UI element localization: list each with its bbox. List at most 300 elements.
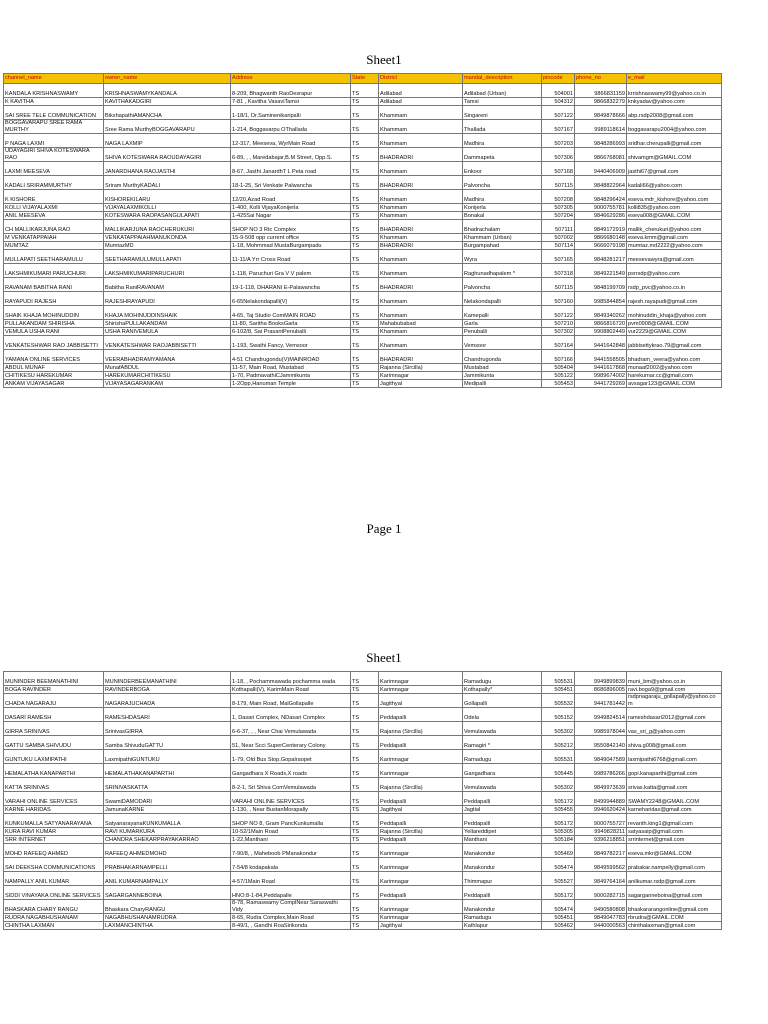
table-row — [4, 764, 722, 778]
table-cell: 9441781442 — [575, 694, 627, 708]
table-cell: PULLAKANDAM SHIRISHA — [4, 320, 104, 328]
table-cell: mohinuddin_khaja@yahoo.com — [627, 306, 722, 320]
table-cell: munaaf2002@yahoo.com — [627, 364, 722, 372]
table-cell: TS — [351, 148, 379, 162]
sheet-title: Sheet1 — [366, 650, 402, 665]
table-cell: 9849340262 — [575, 306, 627, 320]
table-cell: 6-102/8, Sai PrasantPenuballi — [231, 328, 351, 336]
table-cell: RAVI KUMARKURA — [104, 828, 231, 836]
table-row — [4, 886, 722, 900]
table-cell: 505212 — [542, 736, 575, 750]
table-cell: Manthani — [463, 836, 542, 844]
sheet-title: Sheet1 — [366, 52, 402, 67]
table-row — [4, 708, 722, 722]
table-cell: 9000755727 — [575, 814, 627, 828]
table-cell: 7-54/8 kodapakala — [231, 858, 351, 872]
table-cell: 505305 — [542, 828, 575, 836]
table-row — [4, 176, 722, 190]
table-cell: Dammapeta — [463, 148, 542, 162]
table-cell: TS — [351, 364, 379, 372]
table-cell: 18-1-25, Sri Venkate Palwancha — [231, 176, 351, 190]
table-cell: VIJAYASAGARANKAM — [104, 380, 231, 388]
table-cell: Jagithyal — [379, 694, 463, 708]
table-cell: Khammam — [379, 120, 463, 134]
table-cell: 9849764164 — [575, 872, 627, 886]
table-cell: TS — [351, 806, 379, 814]
table-cell: TS — [351, 84, 379, 98]
table-cell: 1-22,Manthani — [231, 836, 351, 844]
table-cell: Odela — [463, 708, 542, 722]
table-row — [4, 234, 722, 242]
table-cell: 507160 — [542, 292, 575, 306]
table-cell: Samba ShivuduGATTU — [104, 736, 231, 750]
table-cell: TS — [351, 120, 379, 134]
table-cell: KISHOREKILARU — [104, 190, 231, 204]
table-cell: 505172 — [542, 814, 575, 828]
table-cell: 8499944889 — [575, 792, 627, 806]
table-cell: Tamsi — [463, 98, 542, 106]
table-cell: 11-57, Main Road, Mustabad — [231, 364, 351, 372]
table-row — [4, 672, 722, 686]
table-cell: eseva.mdr_kishore@yahoo.com — [627, 190, 722, 204]
table-cell: HEMALATHA KANAPARTHI — [4, 764, 104, 778]
table-row — [4, 872, 722, 886]
table-cell: karneharidas@gmail.com — [627, 806, 722, 814]
table-cell: 9848296424 — [575, 190, 627, 204]
table-cell: TS — [351, 212, 379, 220]
table-cell: srivas.katta@gmail.com — [627, 778, 722, 792]
table-cell: jabbisettykrao.79@gmail.com — [627, 336, 722, 350]
table-cell: ANIL MEESEVA — [4, 212, 104, 220]
table-cell: avsagar123@GMAIL.COM — [627, 380, 722, 388]
table-cell: VARAHI ONLINE SERVICES — [4, 792, 104, 806]
table-cell: 9846629286 — [575, 212, 627, 220]
table-cell: 9849599562 — [575, 858, 627, 872]
table-cell: Penuballi — [463, 328, 542, 336]
table-cell: Peddapalli — [379, 886, 463, 900]
table-cell: MALLIKARJUNA RAOCHERUKURI — [104, 220, 231, 234]
table-cell: NAGABHUSHANAMRUDRA — [104, 914, 231, 922]
table-row — [4, 120, 722, 134]
table-cell: RAYAPUDI RAJESH — [4, 292, 104, 306]
table-cell: Karimnagar — [379, 872, 463, 886]
table-cell: 9000755781 — [575, 204, 627, 212]
table-cell: 505532 — [542, 694, 575, 708]
table-cell: Peddapalli — [379, 708, 463, 722]
table-cell: abp.rsdp2008@gmail.com — [627, 106, 722, 120]
table-cell: harekumar.cc@gmail.com — [627, 372, 722, 380]
table-cell: VEERABHADRAMYAMANA — [104, 350, 231, 364]
table-cell: 507167 — [542, 120, 575, 134]
table-cell: Karimnagar — [379, 764, 463, 778]
table-cell: UDAYAGIRI SHIVA KOTESWARA RAO — [4, 148, 104, 162]
table-row — [4, 250, 722, 264]
table-cell: 1-214, Boggavarpu OThallada — [231, 120, 351, 134]
table-cell: Gangadhara X Roads,X roads — [231, 764, 351, 778]
table-cell: 9985844854 — [575, 292, 627, 306]
table-cell: TS — [351, 264, 379, 278]
table-cell: SatyanarayanaKUNKUMALLA — [104, 814, 231, 828]
table-cell: rsdpnagaraju_gollapally@yahoo.com — [627, 694, 722, 708]
sheet-page-2 — [0, 620, 768, 1024]
table-cell: 11-11/A Yrr Cross Road — [231, 250, 351, 264]
table-cell: PRABHAKARNAMPELLI — [104, 858, 231, 872]
table-cell: TS — [351, 764, 379, 778]
table-cell: vur2229@GMAIL.COM — [627, 328, 722, 336]
table-cell: sridhar.cherupalli@gmail.com — [627, 134, 722, 148]
table-cell: Singareni — [463, 106, 542, 120]
table-cell: MUNINDER BEEMANATHINI — [4, 672, 104, 686]
table-cell: RUDRA NAGABHUSHANAM — [4, 914, 104, 922]
table-cell: Khammam — [379, 250, 463, 264]
table-cell: 1, Dasari Complex, NDasari Complex — [231, 708, 351, 722]
table-cell: KUNKUMALLA SATYANARAYANA — [4, 814, 104, 828]
table-cell: VARAHI ONLINE SERVICES — [231, 792, 351, 806]
table-cell: 504001 — [542, 84, 575, 98]
table-cell: CHADA NAGARAJU — [4, 694, 104, 708]
table-cell: ABDUL MUNAF — [4, 364, 104, 372]
table-cell: 507208 — [542, 190, 575, 204]
table-cell: 12/20,Azad Road — [231, 190, 351, 204]
table-cell: eseva.kmm@gmail.com — [627, 234, 722, 242]
table-row — [4, 292, 722, 306]
table-cell: Rajanna (Sircilla) — [379, 722, 463, 736]
table-cell: SWAMY2248@GMAIL.COM — [627, 792, 722, 806]
table-cell: eseva.mkr@GMAIL.COM — [627, 844, 722, 858]
table-cell: RAVANAM BABITHA RANI — [4, 278, 104, 292]
table-cell: TS — [351, 336, 379, 350]
table-cell: TS — [351, 722, 379, 736]
table-cell: Jagithyal — [379, 380, 463, 388]
table-cell: 1-130, , Near BustanMorapally — [231, 806, 351, 814]
table-cell: 9849047783 — [575, 914, 627, 922]
table-cell: Thallada — [463, 120, 542, 134]
table-cell: BOGA RAVINDER — [4, 686, 104, 694]
table-row — [4, 686, 722, 694]
table-cell: JANARDHANA RAOJASTHI — [104, 162, 231, 176]
table-cell: TS — [351, 672, 379, 686]
table-cell: 507305 — [542, 204, 575, 212]
table-cell: Chandrugonda — [463, 350, 542, 364]
table-cell: TS — [351, 278, 379, 292]
table-cell: 9848286993 — [575, 134, 627, 148]
table-cell: HAREKUMARCHITIKESU — [104, 372, 231, 380]
table-cell: Rajanna (Sircilla) — [379, 778, 463, 792]
table-cell: prabakar.nampelly@gmail.com — [627, 858, 722, 872]
table-cell: KOTESWARA RAOPASANGULAPATI — [104, 212, 231, 220]
table-cell: 507203 — [542, 134, 575, 148]
table-cell: HNO:8-1-84,Peddapalle — [231, 886, 351, 900]
table-cell: Peddapalli — [379, 736, 463, 750]
table-cell: vas_sri_g@yahoo.com — [627, 722, 722, 736]
table-cell: SHOP NO 8, Gram PancKunkumalla — [231, 814, 351, 828]
table-cell: 9440000563 — [575, 922, 627, 930]
table-cell: Peddapalli — [463, 886, 542, 900]
table-cell: Jagithyal — [379, 922, 463, 930]
table-cell: TS — [351, 204, 379, 212]
table-cell: 507302 — [542, 328, 575, 336]
table-cell: Manakondur — [463, 900, 542, 914]
table-cell: KAVITHAKADGIRI — [104, 98, 231, 106]
table-cell: LAKSHMIKUMARIPARUCHURI — [104, 264, 231, 278]
table-cell: Gangadhara — [463, 764, 542, 778]
table-cell: SRINIVASKATTA — [104, 778, 231, 792]
table-cell: 9949828211 — [575, 828, 627, 836]
table-cell: GUNTUKU LAXMIPATHI — [4, 750, 104, 764]
table-cell: SHOP NO 3 Rtc Complex — [231, 220, 351, 234]
table-cell: TS — [351, 828, 379, 836]
table-cell: 9849221549 — [575, 264, 627, 278]
table-cell: 505474 — [542, 900, 575, 914]
table-cell: TS — [351, 886, 379, 900]
table-cell: jasthi67@gmail.com — [627, 162, 722, 176]
table-cell: BHADRADRI — [379, 220, 463, 234]
table-cell: 9396218851 — [575, 836, 627, 844]
table-cell: KHAJA MOHINUDDINSHAIK — [104, 306, 231, 320]
table-cell: 9848822964 — [575, 176, 627, 190]
table-cell: Wyra — [463, 250, 542, 264]
table-cell: 1-2Opp,Hanuman Temple — [231, 380, 351, 388]
table-cell: rsdp_pvc@yahoo.co.in — [627, 278, 722, 292]
table-cell: Kathlapur — [463, 922, 542, 930]
table-cell: 9989674002 — [575, 372, 627, 380]
table-cell: 4-57/1Main Road — [231, 872, 351, 886]
table-cell: 505474 — [542, 858, 575, 872]
table-cell: Khammam — [379, 162, 463, 176]
table-cell: TS — [351, 814, 379, 828]
table-cell: 8686896005 — [575, 686, 627, 694]
table-cell: SAI SREE TELE COMMUNICATION — [4, 106, 104, 120]
table-cell: Bhaskara CharyRANGU — [104, 900, 231, 914]
table-row — [4, 336, 722, 350]
table-cell: TS — [351, 708, 379, 722]
table-row — [4, 320, 722, 328]
table-cell: 507115 — [542, 176, 575, 190]
table-cell: 505184 — [542, 836, 575, 844]
table-cell: 15-9-508 opp current office — [231, 234, 351, 242]
table-cell: 505445 — [542, 764, 575, 778]
table-cell: 8-78, Ramaswamy ComplNear Saraswathi Vidy — [231, 900, 351, 914]
table-cell: VENKATAPPAIAHMANUKONDA — [104, 234, 231, 242]
table-cell: 12-317, Meeseva, WyrMain Road — [231, 134, 351, 148]
table-row — [4, 750, 722, 764]
table-row — [4, 148, 722, 162]
table-cell: KARNE HARIDAS — [4, 806, 104, 814]
table-cell: 505172 — [542, 886, 575, 900]
table-cell: BHADRADRI — [379, 148, 463, 162]
table-row — [4, 264, 722, 278]
table-row — [4, 844, 722, 858]
table-cell: LAKSHMIKUMARI PARUCHURI — [4, 264, 104, 278]
table-cell: Peddapalli — [463, 792, 542, 806]
table-cell: Adilabad (Urban) — [463, 84, 542, 98]
table-cell: VENKATESHWAR RAO JABBISETTI — [4, 336, 104, 350]
table-cell: VIJAYALAXMIKOLLI — [104, 204, 231, 212]
table-cell: 6-89, , , Maredabajar,B.M Street, Opp.S. — [231, 148, 351, 162]
table-cell: boggavarapu2004@yahoo.com — [627, 120, 722, 134]
column-header: Address — [231, 74, 351, 84]
table-cell: 9866831159 — [575, 84, 627, 98]
table-cell: 9666079198 — [575, 242, 627, 250]
table-cell: VEMULA USHA RANI — [4, 328, 104, 336]
table-cell: Bonakal — [463, 212, 542, 220]
table-cell: 507115 — [542, 278, 575, 292]
table-cell: 505302 — [542, 722, 575, 736]
table-cell: Vemulawada — [463, 778, 542, 792]
column-header: channel_name — [4, 74, 104, 84]
table-row — [4, 778, 722, 792]
table-cell: TS — [351, 750, 379, 764]
table-row — [4, 736, 722, 750]
table-cell: Peddapalli — [379, 792, 463, 806]
table-cell: MunafABDUL — [104, 364, 231, 372]
table-cell: mallik_cherukuri@yahoo.com — [627, 220, 722, 234]
table-cell: 4-65, Taj Studio ComMAIN ROAD — [231, 306, 351, 320]
table-cell: Khammam — [379, 306, 463, 320]
table-cell: DASARI RAMESH — [4, 708, 104, 722]
table-cell: 507164 — [542, 336, 575, 350]
table-cell: 9946620424 — [575, 806, 627, 814]
table-cell: rbrudra@GMAIL.COM — [627, 914, 722, 922]
table-cell: Khammam — [379, 328, 463, 336]
table-cell: 1-118, Paruchuri Gra V V palem — [231, 264, 351, 278]
table-cell: 10-52/1Main Road — [231, 828, 351, 836]
table-cell: 9441642848 — [575, 336, 627, 350]
table-cell: kolli835@yahoo.com — [627, 204, 722, 212]
table-cell: TS — [351, 836, 379, 844]
table-cell: rajesh.rayapudi@gmail.com — [627, 292, 722, 306]
table-cell: 1-193, Swathi Fancy, Vemsoor — [231, 336, 351, 350]
table-cell: 9949899839 — [575, 672, 627, 686]
table-cell: BHADRADRI — [379, 242, 463, 250]
table-cell: Medipalli — [463, 380, 542, 388]
table-cell: TS — [351, 220, 379, 234]
table-cell: RAJESHRAYAPUDI — [104, 292, 231, 306]
table-cell: BHADRADRI — [379, 350, 463, 364]
table-cell: meesevawyra@gmail.com — [627, 250, 722, 264]
table-cell: KOLLI VIJAYALAXMI — [4, 204, 104, 212]
table-cell: Khammam — [379, 204, 463, 212]
table-cell: TS — [351, 162, 379, 176]
table-cell: 9441558505 — [575, 350, 627, 364]
table-cell: KATTA SRINIVAS — [4, 778, 104, 792]
table-cell: USHA RANIVEMULA — [104, 328, 231, 336]
table-cell: 1-18, Mohmmad MustaBurgampadu — [231, 242, 351, 250]
table-cell: 505531 — [542, 672, 575, 686]
table-cell: BHADRADRI — [379, 278, 463, 292]
table-cell: knkyadav@yahoo.com — [627, 98, 722, 106]
table-cell: 1-400, Kolli VijayaKonijerla — [231, 204, 351, 212]
table-cell: muni_bm@yahoo.co.in — [627, 672, 722, 686]
table-cell: 9866832279 — [575, 98, 627, 106]
table-cell: SHIVA KOTESWARA RAOUDAYAGIRI — [104, 148, 231, 162]
table-cell: Rajanna (Sircilla) — [379, 828, 463, 836]
table-cell: TS — [351, 176, 379, 190]
table-cell: gopi.kanaparthi@gmail.com — [627, 764, 722, 778]
table-cell: Jagithyal — [379, 806, 463, 814]
table-cell: 1-18/1, Dr.SaminenikaripalIi — [231, 106, 351, 120]
table-cell: 507210 — [542, 320, 575, 328]
column-header: State — [351, 74, 379, 84]
table-cell: RAVINDERBOGA — [104, 686, 231, 694]
table-cell: HEMALATHAKANAPARTHI — [104, 764, 231, 778]
table-cell: 51, Near Scci SuperCenterary Colony — [231, 736, 351, 750]
table-cell: 8-2-1, Sri Shiva ComVemulawada — [231, 778, 351, 792]
table-cell: Khammam — [379, 212, 463, 220]
table-cell: 9441729269 — [575, 380, 627, 388]
table-cell: Jammikunta — [463, 372, 542, 380]
column-header: mandal_description — [463, 74, 542, 84]
table-cell: TS — [351, 792, 379, 806]
table-row — [4, 806, 722, 814]
table-cell: 505122 — [542, 372, 575, 380]
table-cell: 505404 — [542, 364, 575, 372]
table-cell: NAGARAJUCHADA — [104, 694, 231, 708]
table-cell: Garla — [463, 320, 542, 328]
table-cell: krrishnaswamy99@yahoo.co.in — [627, 84, 722, 98]
table-cell: K KISHORE — [4, 190, 104, 204]
table-cell: TS — [351, 234, 379, 242]
table-cell: 507168 — [542, 162, 575, 176]
table-cell: TS — [351, 694, 379, 708]
header-row — [4, 74, 722, 84]
table-cell: 504312 — [542, 98, 575, 106]
table-cell: 1-18, , Pochammawada pochamma wada — [231, 672, 351, 686]
table-cell: 9866816720 — [575, 320, 627, 328]
table-row — [4, 836, 722, 844]
table-cell: Karimnagar — [379, 686, 463, 694]
table-cell: BHASKARA CHARY RANGU — [4, 900, 104, 914]
table-cell: Madhira — [463, 134, 542, 148]
table-cell: 507165 — [542, 250, 575, 264]
table-cell: Manakondur — [463, 858, 542, 872]
table-cell: Palvoncha — [463, 176, 542, 190]
table-cell: Ramadugu — [463, 672, 542, 686]
table-row — [4, 914, 722, 922]
table-row — [4, 372, 722, 380]
table-cell: chinthalaxman@gmail.com — [627, 922, 722, 930]
table-cell: CH MALLIKARJUNA RAO — [4, 220, 104, 234]
table-row — [4, 328, 722, 336]
table-cell: Khammam — [379, 264, 463, 278]
table-cell: 507111 — [542, 220, 575, 234]
table-cell: SAI DEEKSHA COMMUNICATIONS — [4, 858, 104, 872]
table-cell: TS — [351, 844, 379, 858]
table-cell: KURA RAVI KUMAR — [4, 828, 104, 836]
table-cell: bhadram_veera@yahoo.com — [627, 350, 722, 364]
table-row — [4, 134, 722, 148]
table-cell: TS — [351, 320, 379, 328]
table-cell: TS — [351, 778, 379, 792]
table-cell: BOGGAVARAPU SREE RAMA MURTHY — [4, 120, 104, 134]
table-cell: ANIL KUMARNAMPALLY — [104, 872, 231, 886]
table-cell: BHADRADRI — [379, 176, 463, 190]
table-cell: K KAVITHA — [4, 98, 104, 106]
table-cell: mumtaz.md2222@yahoo.com — [627, 242, 722, 250]
table-cell: 505453 — [542, 380, 575, 388]
table-cell: TS — [351, 134, 379, 148]
table-cell: 505451 — [542, 686, 575, 694]
column-header: e_mail — [627, 74, 722, 84]
table-row — [4, 306, 722, 320]
table-cell: Khammam — [379, 190, 463, 204]
table-cell: anilkumar.rsdp@gmail.com — [627, 872, 722, 886]
table-cell: 1-70, PadmavathiCJammikunta — [231, 372, 351, 380]
column-header: pincode — [542, 74, 575, 84]
table-cell: 9849047589 — [575, 750, 627, 764]
table-cell: Khammam — [379, 106, 463, 120]
table-row — [4, 922, 722, 930]
